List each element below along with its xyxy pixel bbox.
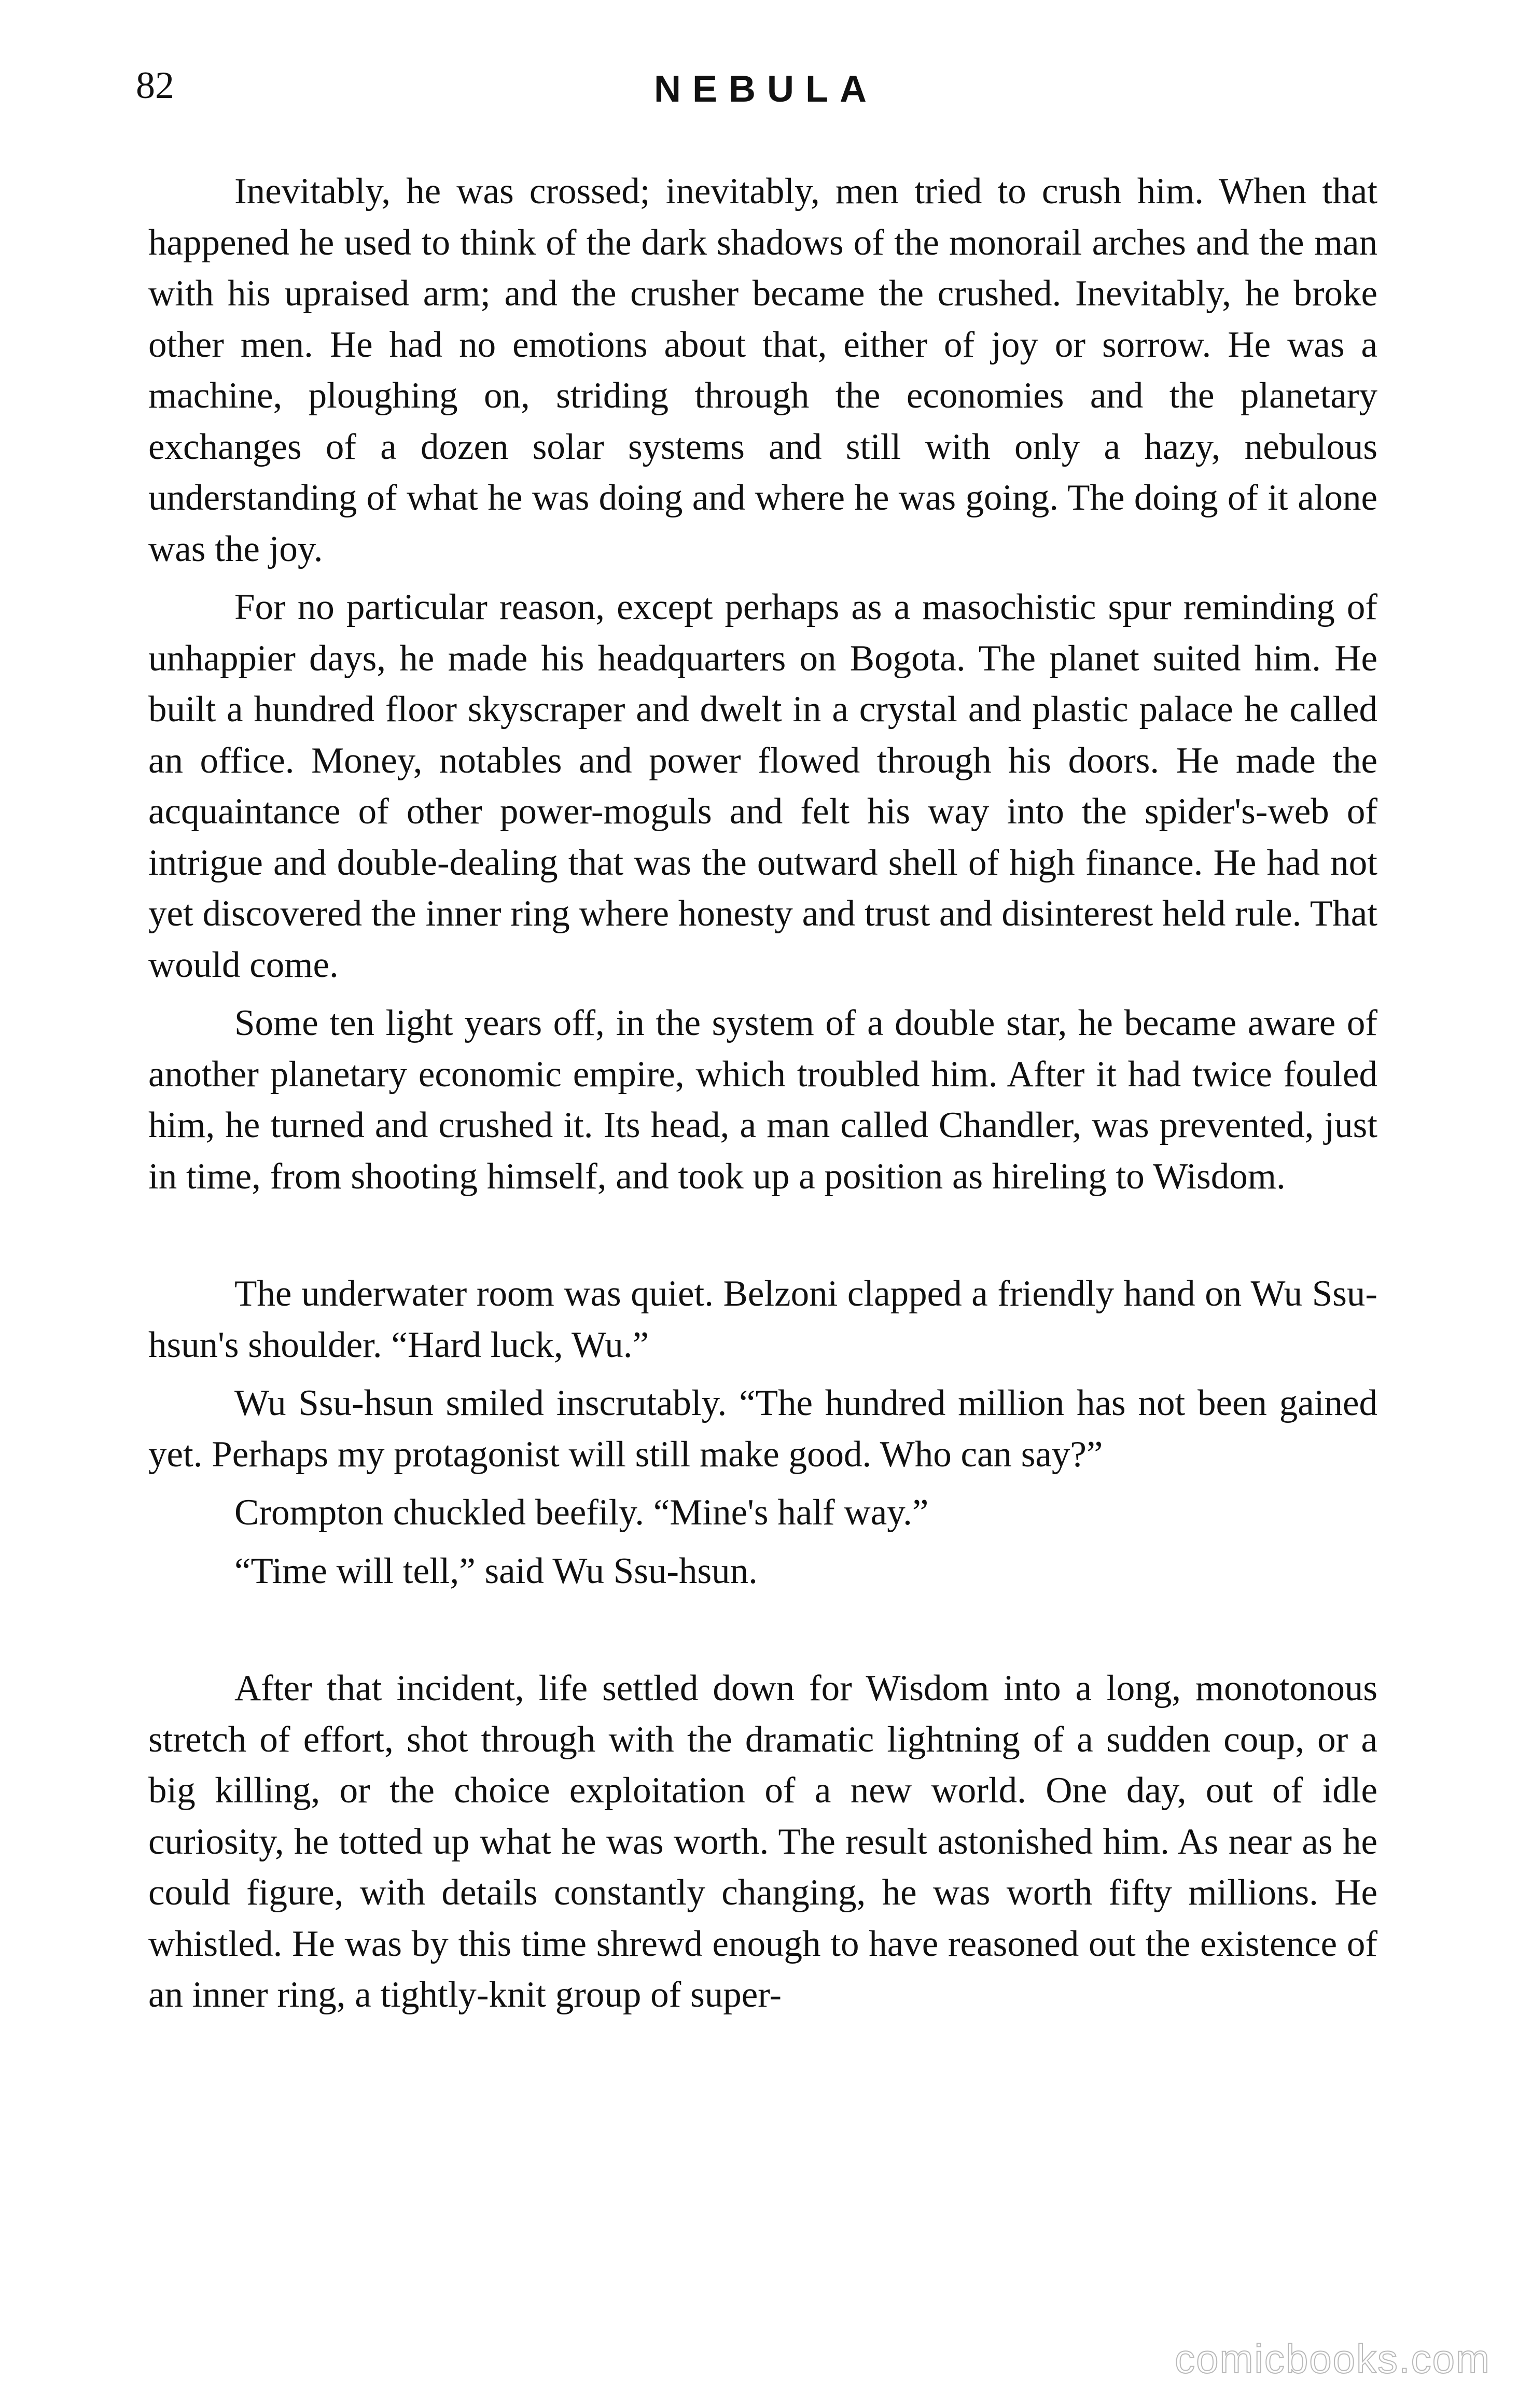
watermark: comicbooks.com [1175,2336,1491,2382]
page-number: 82 [136,64,174,107]
paragraph-4: The underwater room was quiet. Belzoni clapped a friendly hand on Wu Ssu-hsun's shoulder. “Hard luck, Wu.” [148,1273,1377,1365]
paragraph-3: Some ten light years off, in the system of a double star, he became aware of another planetary economic empire, which troubled him. After it had twice fouled him, he turned and crushed it. Its head, a man called Chandler, was prevented, just in time, from shooting himself, and took up a position as hireling to Wisdom. [148,1003,1377,1197]
paragraph-2: For no particular reason, except perhaps as a masochistic spur reminding of unhappier days, he made his headquarters on Bogota. The planet suited him. He built a hundred floor skyscraper and dwelt in a crystal and plastic palace he called an office. Money, notables and power flowed through his doors. He made the acquaintance of other power-moguls and felt his way into the spider's-web of intrigue and double-dealing that was the outward shell of high finance. He had not yet discovered the inner ring where honesty and trust and disinterest held rule. That would come. [148,587,1377,985]
paragraph-7: “Time will tell,” said Wu Ssu-hsun. [234,1550,758,1591]
paragraph-1: Inevitably, he was crossed; inevitably, men tried to crush him. When that happened he used to think of the dark shadows of the monorail arches and the man with his upraised arm; and the crusher became the crushed. Inevitably, he broke other men. He had no emotions about that, either of joy or sorrow. He was a machine, ploughing on, striding through the economies and the planetary exchanges of a dozen solar systems and still with only a hazy, nebulous understanding of what he was doing and where he was going. The doing of it alone was the joy. [148,171,1377,569]
paragraph-6: Crompton chuckled beefily. “Mine's half way.” [234,1492,929,1533]
text-body [148,166,1377,2028]
running-head: NEBULA [654,68,878,110]
paragraph-5: Wu Ssu-hsun smiled inscrutably. “The hundred million has not been gained yet. Perhaps my protagonist will still make good. Who can say?” [148,1383,1377,1475]
paragraph-8: After that incident, life settled down for Wisdom into a long, monotonous stretch of effort, shot through with the dramatic lightning of a sudden coup, or a big killing, or the choice exploitation of a new world. One day, out of idle curiosity, he totted up what he was worth. The result astonished him. As near as he could figure, with details constantly changing, he was worth fifty millions. He whistled. He was by this time shrewd enough to have reasoned out the existence of an inner ring, a tightly-knit group of super- [148,1668,1377,2015]
